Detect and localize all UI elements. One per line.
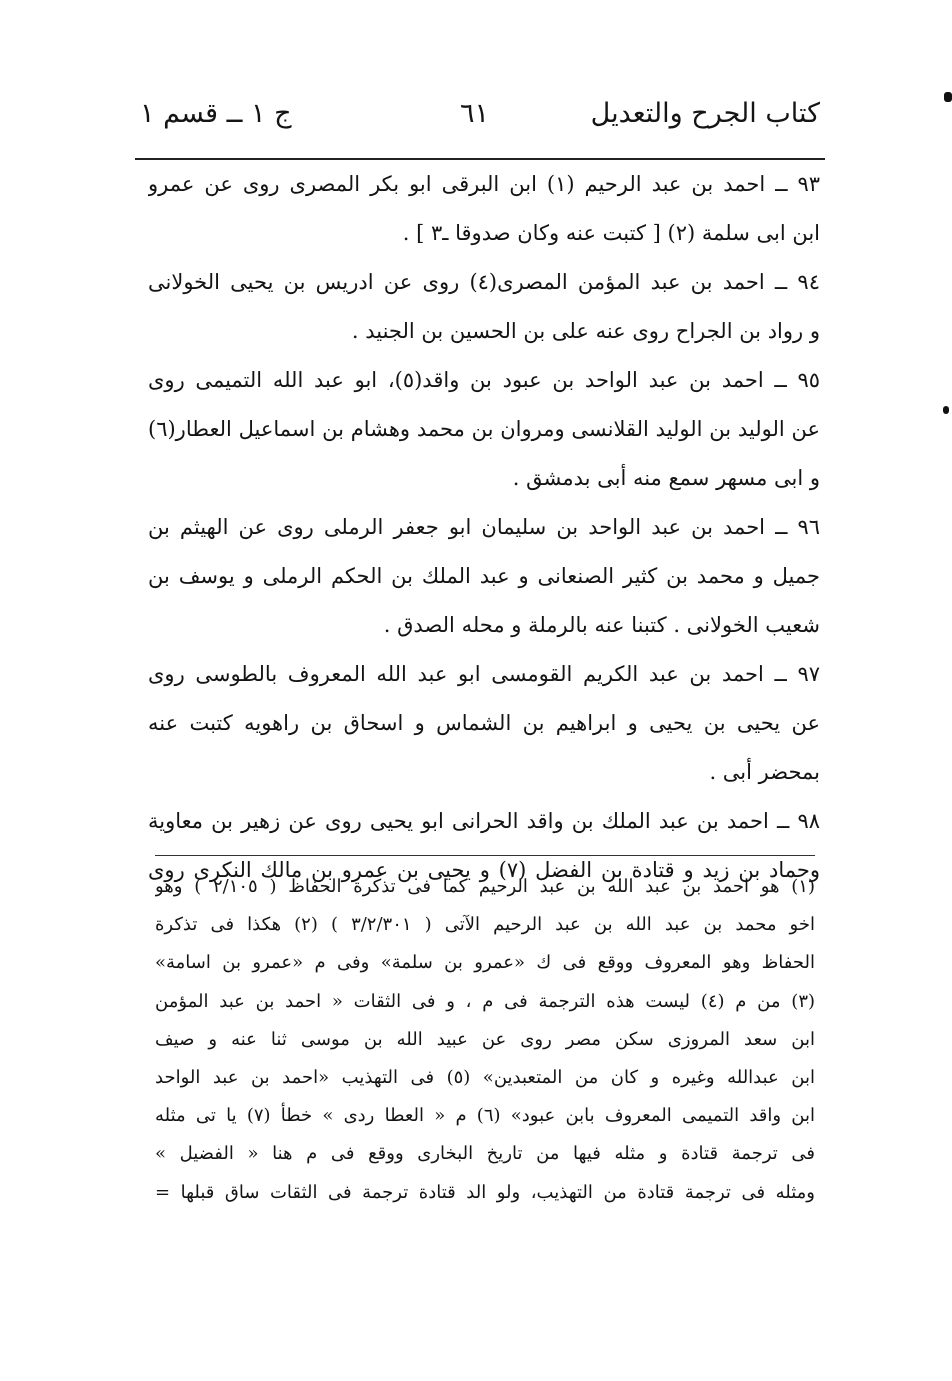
footnote-line: ابن واقد التميمى المعروف بابن عبود» (٦) م « العطا ردى » خطأ (٧) يا تى مثله — [155, 1105, 815, 1127]
footnotes — [155, 868, 815, 1212]
scan-edge-mark — [943, 406, 949, 414]
footnote-line: (١) هو احمد بن عبد الله بن عبد الرحيم كما فى تذكرة الحفاظ ( ٢/١٠٥ ) وهو — [155, 876, 815, 897]
entry-line: شعيب الخولانى . كتبنا عنه بالرملة و محله الصدق . — [383, 613, 820, 637]
page-header — [140, 98, 820, 148]
volume-part: ج ١ ــ قسم ١ — [140, 98, 292, 129]
entry-line: ٩٧ ــ احمد بن عبد الكريم القومسى ابو عبد الله المعروف بالطوسى روى — [148, 662, 820, 686]
footnote-line: ابن سعد المروزى سكن مصر روى عن عبيد الله بن موسى ثنا عنه و صيف — [155, 1028, 815, 1050]
entry-line: ٩٣ ــ احمد بن عبد الرحيم (١) ابن البرقى ابو بكر المصرى روى عن عمرو — [148, 172, 820, 196]
entry-94 — [148, 258, 820, 356]
footnote-line: فى ترجمة قتادة و مثله فيها من تاريخ البخارى ووقع فى م هنا « الفضيل » — [155, 1143, 815, 1165]
entry-line: ٩٨ ــ احمد بن عبد الملك بن واقد الحرانى ابو يحيى روى عن زهير بن معاوية — [148, 809, 820, 833]
entry-line: ابن ابى سلمة (٢) [ كتبت عنه وكان صدوقا ـ٣ ] . — [402, 221, 820, 245]
footnote-line: ومثله فى ترجمة قتادة من التهذيب، ولو الد قتادة ترجمة فى الثقات ساق قبلها = — [155, 1181, 815, 1203]
entry-line: ٩٦ ــ احمد بن عبد الواحد بن سليمان ابو جعفر الرملى روى عن الهيثم بن — [148, 515, 820, 539]
entry-line: ٩٥ ــ احمد بن عبد الواحد بن عبود بن واقد(٥)، ابو عبد الله التميمى روى — [148, 368, 820, 392]
entry-line: عن يحيى بن يحيى و ابراهيم بن الشماس و اسحاق بن راهويه كتبت عنه — [148, 711, 820, 735]
entry-line: بمحضر أبى . — [709, 760, 820, 784]
entry-line: عن الوليد بن الوليد القلانسى ومروان بن محمد وهشام بن اسماعيل العطار(٦) — [148, 417, 820, 441]
entry-line: و ابى مسهر سمع منه أبى بدمشق . — [512, 466, 820, 490]
footnote-line: ابن عبدالله وغيره و كان من المتعبدين» (٥) فى التهذيب «احمد بن عبد الواحد — [155, 1066, 815, 1088]
entry-95 — [148, 356, 820, 503]
footnote-line: الحفاظ وهو المعروف ووقع فى ك «عمرو بن سلمة» وفى م «عمرو بن اسامة» — [155, 952, 815, 974]
entry-line: ٩٤ ــ احمد بن عبد المؤمن المصرى(٤) روى عن ادريس بن يحيى الخولانى — [148, 270, 820, 294]
entry-line: و رواد بن الجراح روى عنه على بن الحسين بن الجنيد . — [351, 319, 820, 343]
book-title: كتاب الجرح والتعديل — [590, 98, 820, 129]
footnote-line: اخو محمد بن عبد الله بن عبد الرحيم الآتى ( ٣/٢/٣٠١ ) (٢) هكذا فى تذكرة — [155, 914, 815, 936]
entry-96 — [148, 503, 820, 650]
biography-entries — [148, 160, 820, 895]
footnote-line: (٣) من م (٤) ليست هذه الترجمة فى م ، و فى الثقات « احمد بن عبد المؤمن — [155, 990, 815, 1012]
entry-line: جميل و محمد بن كثير الصنعانى و عبد الملك بن الحكم الرملى و يوسف بن — [148, 564, 820, 588]
entry-93 — [148, 160, 820, 258]
entry-97 — [148, 650, 820, 797]
page-number: ٦١ — [460, 98, 490, 129]
entry-line: وحماد بن زيد و قتادة بن الفضل (٧) و يحيى بن عمرو بن مالك النكرى روى — [148, 858, 820, 882]
footnote-rule — [155, 855, 815, 856]
scan-edge-mark — [944, 92, 952, 102]
